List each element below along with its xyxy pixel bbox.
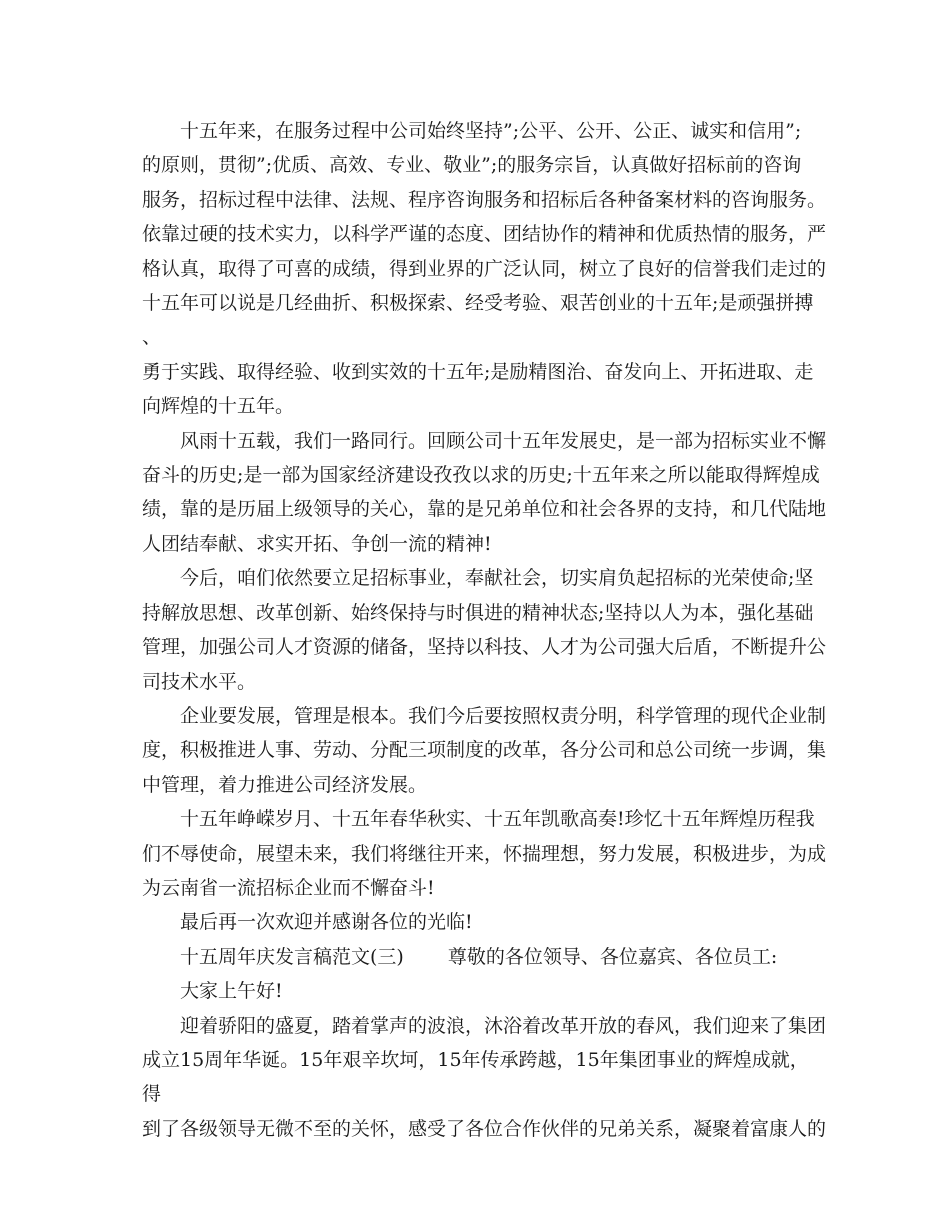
paragraph-management [142,699,826,802]
salutation: 尊敬的各位领导、各位嘉宾、各位员工: [447,945,778,968]
paragraph-looking-ahead [142,802,826,905]
text-line: 十五年来，在服务过程中公司始终坚持”;公平、公开、公正、诚实和信用”; [180,120,802,142]
text-line: 绩，靠的是历届上级领导的关心，靠的是兄弟单位和社会各界的支持，和几代陆地 [142,498,827,521]
text-line: 十五年可以说是几经曲折、积极探索、经受考验、艰苦创业的十五年;是顽强拼搏、 [142,292,814,349]
text-line: 最后再一次欢迎并感谢各位的光临! [180,911,473,934]
text-line: 到了各级领导无微不至的关怀，感受了各位合作伙伴的兄弟关系，凝聚着富康人的 [142,1117,827,1140]
document-body [142,114,826,1146]
text-line: 中管理，着力推进公司经济发展。 [142,773,428,796]
text-line: 持解放思想、改革创新、始终保持与时俱进的精神状态;坚持以人为本，强化基础 [142,601,814,624]
text-line: 司技术水平。 [142,670,257,693]
text-line: 服务，招标过程中法律、法规、程序咨询服务和招标后各种备案材料的咨询服务。 [142,188,827,211]
text-line: 的原则，贯彻”;优质、高效、专业、敬业”;的服务宗旨，认真做好招标前的咨询 [142,154,802,177]
text-line: 今后，咱们依然要立足招标事业，奉献社会，切实肩负起招标的光荣使命;坚 [180,567,814,590]
text-line: 十五年峥嵘岁月、十五年春华秋实、十五年凯歌高奏!珍忆十五年辉煌历程我 [180,808,815,831]
text-line: 管理，加强公司人才资源的储备，坚持以科技、人才为公司强大后盾，不断提升公 [142,636,827,659]
text-line: 企业要发展，管理是根本。我们今后要按照权责分明，科学管理的现代企业制 [180,704,827,727]
text-line: 们不辱使命，展望未来，我们将继往开来，怀揣理想，努力发展，积极进步，为成 [142,842,827,865]
paragraph-future-mission [142,561,826,699]
text-line: 风雨十五载，我们一路同行。回顾公司十五年发展史，是一部为招标实业不懈 [180,429,827,452]
paragraph-history [142,424,826,562]
paragraph-service-principles [142,114,826,424]
text-line: 向辉煌的十五年。 [142,395,295,418]
text-line: 迎着骄阳的盛夏，踏着掌声的波浪，沐浴着改革开放的春风，我们迎来了集团 [180,1014,827,1037]
paragraph-anniversary-intro [142,1009,826,1147]
paragraph-greeting [142,974,826,1008]
text-line: 勇于实践、取得经验、收到实效的十五年;是励精图治、奋发向上、开拓进取、走 [142,360,814,383]
text-line: 格认真，取得了可喜的成绩，得到业界的广泛认同，树立了良好的信誉我们走过的 [142,257,827,280]
text-line: 大家上午好! [180,980,283,1003]
text-line: 度，积极推进人事、劳动、分配三项制度的改革，各分公司和总公司统一步调，集 [142,739,827,762]
text-line: 奋斗的历史;是一部为国家经济建设孜孜以求的历史;十五年来之所以能取得辉煌成 [142,464,820,487]
paragraph-section-heading [142,940,826,974]
text-line: 人团结奉献、求实开拓、争创一流的精神! [142,532,492,555]
section-heading: 十五周年庆发言稿范文(三) [180,945,404,968]
text-line: 依靠过硬的技术实力，以科学严谨的态度、团结协作的精神和优质热情的服务，严 [142,223,827,246]
text-line: 为云南省一流招标企业而不懈奋斗! [142,876,435,899]
paragraph-closing-thanks [142,905,826,939]
text-line: 成立15周年华诞。15年艰辛坎坷，15年传承跨越，15年集团事业的辉煌成就，得 [142,1048,809,1106]
